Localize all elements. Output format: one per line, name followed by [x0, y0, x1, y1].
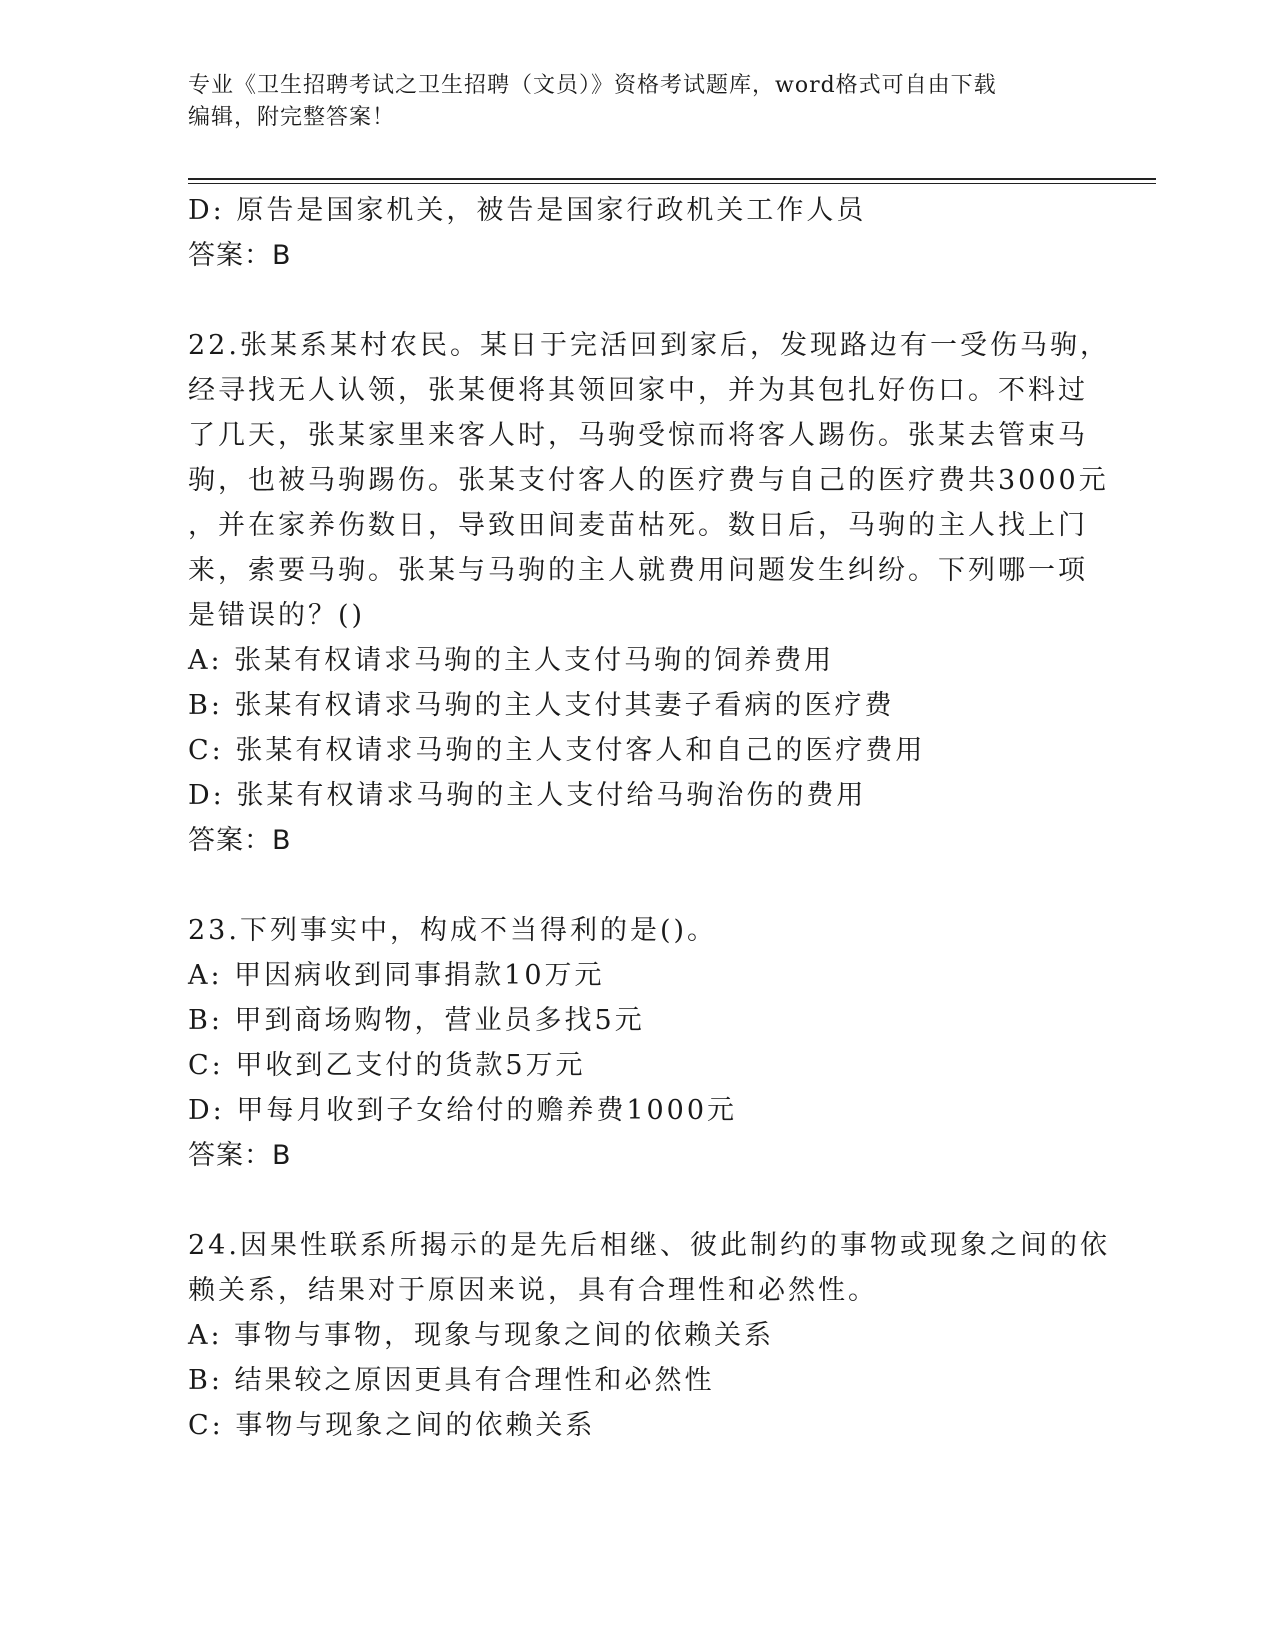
question-21-tail [188, 188, 1088, 278]
option-d: D: 张某有权请求马驹的主人支付给马驹治伤的费用 [188, 780, 867, 811]
option-c: C: 事物与现象之间的依赖关系 [188, 1410, 596, 1441]
option-b: B: 甲到商场购物，营业员多找5元 [188, 1005, 645, 1036]
question-22 [188, 323, 1110, 863]
answer-line: 答案：B [188, 240, 292, 271]
option-b: B: 张某有权请求马驹的主人支付其妻子看病的医疗费 [188, 690, 895, 721]
spacer [188, 278, 1088, 323]
header-line-1: 专业《卫生招聘考试之卫生招聘（文员）》资格考试题库，word格式可自由下载 [188, 73, 997, 98]
spacer [188, 1178, 1088, 1223]
header-rule-thick [188, 178, 1156, 180]
question-23 [188, 908, 1088, 1178]
answer-line: 答案：B [188, 1140, 292, 1171]
header-rule-thin [188, 183, 1156, 184]
document-body [188, 188, 1110, 1448]
question-24 [188, 1223, 1110, 1448]
question-text-line: 驹，也被马驹踢伤。张某支付客人的医疗费与自己的医疗费共3000元 [188, 465, 1109, 496]
header-line-2: 编辑，附完整答案！ [188, 105, 396, 130]
option-b: B: 结果较之原因更具有合理性和必然性 [188, 1365, 715, 1396]
option-d: D: 原告是国家机关，被告是国家行政机关工作人员 [188, 195, 867, 226]
question-text-line: 23.下列事实中，构成不当得利的是()。 [188, 915, 718, 946]
question-text-line: 经寻找无人认领，张某便将其领回家中，并为其包扎好伤口。不料过 [188, 375, 1088, 406]
question-text-line: 22.张某系某村农民。某日于完活回到家后，发现路边有一受伤马驹， [188, 330, 1110, 361]
answer-line: 答案：B [188, 825, 292, 856]
question-text-line: ，并在家养伤数日，导致田间麦苗枯死。数日后，马驹的主人找上门 [188, 510, 1088, 541]
option-d: D: 甲每月收到子女给付的赡养费1000元 [188, 1095, 738, 1126]
spacer [188, 863, 1088, 908]
question-text-line: 了几天，张某家里来客人时，马驹受惊而将客人踢伤。张某去管束马 [188, 420, 1088, 451]
question-text-line: 来，索要马驹。张某与马驹的主人就费用问题发生纠纷。下列哪一项 [188, 555, 1088, 586]
option-a: A: 张某有权请求马驹的主人支付马驹的饲养费用 [188, 645, 835, 676]
option-a: A: 甲因病收到同事捐款10万元 [188, 960, 605, 991]
question-text-line: 是错误的？() [188, 600, 366, 631]
question-text-line: 赖关系，结果对于原因来说，具有合理性和必然性。 [188, 1275, 878, 1306]
option-c: C: 甲收到乙支付的货款5万元 [188, 1050, 586, 1081]
document-header [188, 70, 1088, 134]
question-text-line: 24.因果性联系所揭示的是先后相继、彼此制约的事物或现象之间的依 [188, 1230, 1110, 1261]
option-c: C: 张某有权请求马驹的主人支付客人和自己的医疗费用 [188, 735, 926, 766]
option-a: A: 事物与事物，现象与现象之间的依赖关系 [188, 1320, 775, 1351]
